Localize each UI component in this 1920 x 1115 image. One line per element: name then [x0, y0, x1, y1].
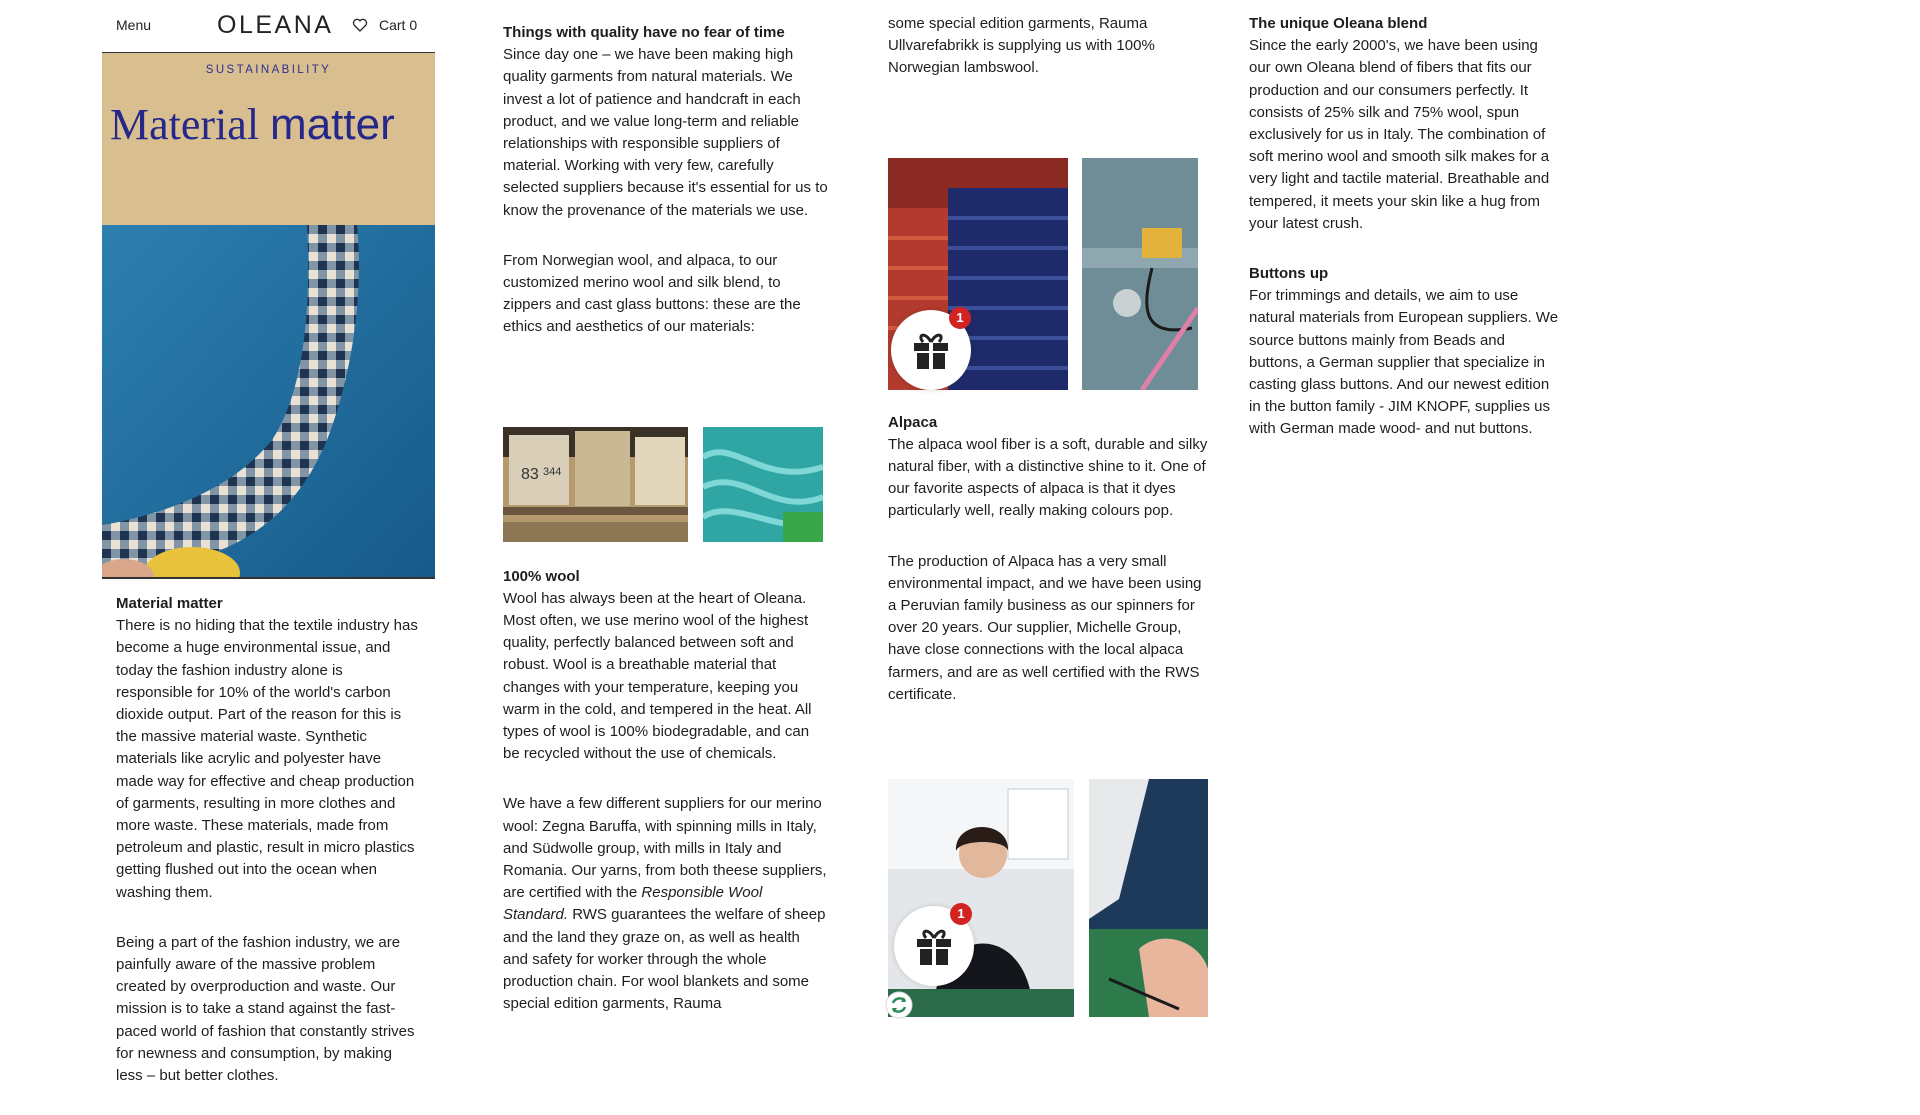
- paragraph: Being a part of the fashion industry, we are painfully aware of the massive problem created by overproduction and waste. Our mission is to take a stand against the fast-paced world of fashion that constantly strives for newness and consumption, by making less – but better clothes.: [116, 933, 415, 1085]
- image-row-alpaca: [888, 158, 1213, 390]
- gift-button[interactable]: [894, 906, 974, 986]
- page-title-part2: matter: [270, 100, 395, 149]
- paragraph: some special edition garments, Rauma Ullvarefabrikk is supplying us with 100% Norwegian lambswool.: [888, 15, 1155, 77]
- column-intro: [102, 0, 435, 1115]
- notification-badge: 1: [950, 903, 972, 925]
- cart-button[interactable]: Cart 0: [379, 17, 418, 33]
- paragraph: The alpaca wool fiber is a soft, durable and silky natural fiber, with a distinctive shine to it. One of our favorite aspects of alpaca is that it dyes particularly well, really making colours pop.: [888, 435, 1208, 520]
- column-blend-buttons: [1249, 13, 1559, 469]
- svg-text:83: 83: [521, 465, 539, 483]
- gift-button[interactable]: [891, 310, 971, 390]
- gift-icon: [914, 925, 954, 967]
- notification-badge: 1: [949, 307, 971, 329]
- image-row-wool: [503, 427, 828, 542]
- svg-text:344: 344: [543, 465, 562, 478]
- alpaca-text: [888, 412, 1213, 706]
- column-quality: [503, 22, 828, 1044]
- hero-banner: [102, 53, 435, 225]
- section-heading-quality: Things with quality have no fear of time: [503, 24, 785, 41]
- photo-sewing-hands: [1089, 779, 1208, 1017]
- intro-text: [102, 579, 435, 1087]
- paragraph: From Norwegian wool, and alpaca, to our customized merino wool and silk blend, to zippers and cast glass buttons: these are the ethics and aesthetics of our materials:: [503, 251, 801, 336]
- rws-standard-emphasis: Responsible Wool Standard.: [503, 884, 763, 924]
- heart-icon[interactable]: [352, 17, 368, 33]
- paragraph: For trimmings and details, we aim to use natural materials from European suppliers. We source buttons mainly from Beads and buttons, a German supplier that specialize in casting glass buttons. And our newest edition in the button family - JIM KNOPF, supplies us with German made wood- and nut buttons.: [1249, 287, 1559, 438]
- gift-icon: [911, 329, 951, 371]
- hero-kicker: SUSTAINABILITY: [205, 64, 332, 76]
- section-heading-oleana-blend: The unique Oleana blend: [1249, 15, 1428, 32]
- paragraph: Since day one – we have been making high quality garments from natural materials. We invest a lot of patience and handcraft in each product, and we value long-term and reliable relationships with responsible suppliers of material. Working with very few, carefully selected suppliers because it's essential for us to know the provenance of the materials we use.: [503, 46, 828, 219]
- paragraph: Since the early 2000's, we have been using our own Oleana blend of fibers that fits our production and our consumers perfectly. It consists of 25% silk and 75% wool, spun exclusively for us in Italy. The combination of soft merino wool and smooth silk makes for a very light and tactile material. Breathable and tempered, it meets your skin like a hug from your latest crush.: [1249, 37, 1550, 232]
- paragraph: The production of Alpaca has a very small environmental impact, and we have been using a Peruvian family business as our spinners for over 20 years. Our supplier, Michelle Group, have close connections with the local alpaca farmers, and are as well certified with the RWS certificate.: [888, 552, 1202, 703]
- photo-wool-warehouse: [503, 427, 688, 542]
- paragraph: There is no hiding that the textile industry has become a huge environmental issue, and today the fashion industry alone is responsible for 10% of the world's carbon dioxide output. Part of the reason for this is the massive material waste. Synthetic materials like acrylic and polyester have made way for effective and cheap production of garments, resulting in more clothes and more waste. These materials, made from petroleum and plastic, result in micro plastics getting flushed out into the ocean when washing them.: [116, 617, 418, 901]
- section-heading-alpaca: Alpaca: [888, 413, 938, 431]
- wool-text: [503, 566, 828, 1016]
- paragraph: Wool has always been at the heart of Oleana. Most often, we use merino wool of the highest quality, perfectly balanced between soft and robust. Wool is a breathable material that changes with your temperature, keeping you warm in the cold, and tempered in the heat. All types of wool is 100% biodegradable, and can be recycled without the use of chemicals.: [503, 589, 812, 763]
- section-heading-buttons: Buttons up: [1249, 265, 1329, 283]
- blend-buttons-text: [1249, 13, 1559, 441]
- menu-button[interactable]: Menu: [116, 17, 152, 33]
- paragraph-suppliers: We have a few different suppliers for our merino wool: Zegna Baruffa, with spinning mills in Italy, and Südwolle group, with mills in Italy and Romania. Our yarns, from both theese suppliers, are certified with the Responsible Wool Standard. RWS guarantees the welfare of sheep and the land they graze on, as well as health and safety for worker through the whole production chain. For wool blankets and some special edition garments, Rauma: [503, 795, 827, 1013]
- quality-text: [503, 22, 828, 339]
- recycle-icon[interactable]: [885, 991, 913, 1019]
- image-row-factory: [888, 779, 1213, 1019]
- lambswool-text: [888, 13, 1213, 80]
- brand-logo[interactable]: OLEANA: [217, 11, 334, 39]
- section-heading-wool: 100% wool: [503, 567, 580, 585]
- photo-machine: [1082, 158, 1198, 390]
- page-title-part1: Material: [110, 100, 260, 149]
- photo-turquoise-yarn: [703, 427, 823, 542]
- site-header: [102, 0, 435, 53]
- hero-photo-gingham-sleeve: [102, 225, 435, 579]
- page-title: [110, 99, 395, 150]
- column-alpaca: [888, 13, 1213, 1019]
- section-heading-material-matter: Material matter: [116, 595, 223, 612]
